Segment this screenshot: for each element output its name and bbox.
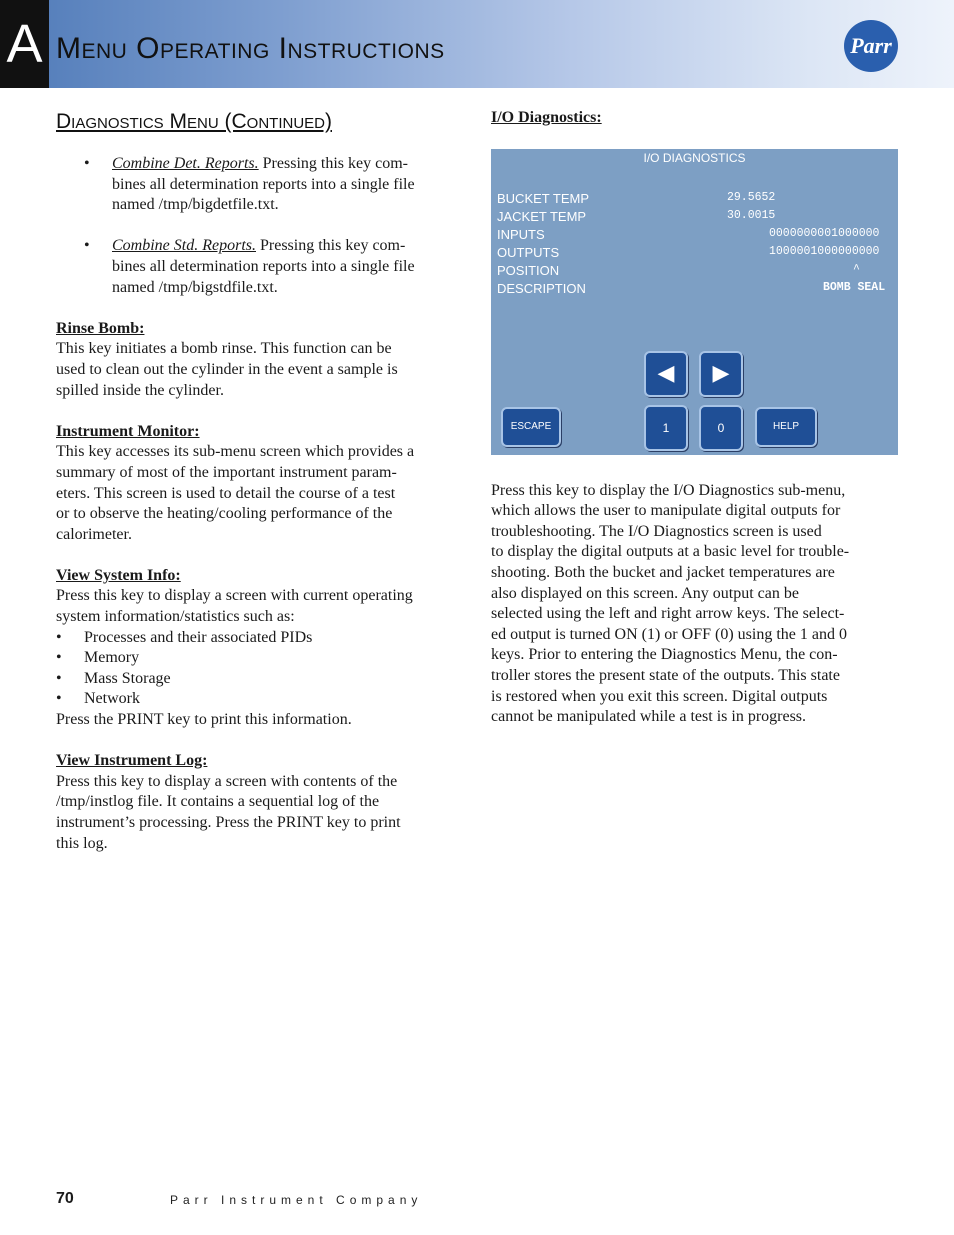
row-label: OUTPUTS bbox=[497, 244, 560, 260]
io-text: cannot be manipulated while a test is in progress. bbox=[491, 708, 807, 726]
screen-row-jacket-temp bbox=[497, 209, 892, 227]
sysinfo-print-text: Press the PRINT key to print this information. bbox=[56, 711, 352, 729]
section-title: Diagnostics Menu (Continued) bbox=[56, 110, 332, 133]
io-heading: I/O Diagnostics: bbox=[491, 109, 602, 126]
screen-title: I/O DIAGNOSTICS bbox=[643, 150, 746, 165]
right-arrow-button[interactable] bbox=[699, 351, 743, 397]
monitor-text: calorimeter. bbox=[56, 525, 132, 543]
log-text: instrument’s processing. Press the PRINT key to print bbox=[56, 814, 401, 831]
list-item: • Processes and their associated PIDs bbox=[56, 628, 460, 649]
io-text: which allows the user to manipulate digital outputs for bbox=[491, 502, 841, 520]
log-text: this log. bbox=[56, 834, 108, 852]
left-arrow-button[interactable] bbox=[644, 351, 688, 397]
log-text: /tmp/instlog file. It contains a sequential log of the bbox=[56, 793, 380, 811]
rinse-heading: Rinse Bomb: bbox=[56, 319, 145, 337]
io-text: troubleshooting. The I/O Diagnostics screen is used bbox=[491, 522, 822, 540]
log-heading: View Instrument Log: bbox=[56, 752, 208, 770]
io-text: selected using the left and right arrow keys. The select- bbox=[491, 605, 845, 623]
list-item: • Network bbox=[56, 689, 460, 710]
rinse-text: used to clean out the cylinder in the event a sample is bbox=[56, 360, 398, 378]
bullet-combine-std bbox=[56, 236, 460, 298]
sysinfo-heading: View System Info: bbox=[56, 566, 181, 584]
escape-button[interactable] bbox=[501, 407, 561, 447]
bullet-title: Combine Det. Reports. bbox=[112, 155, 259, 172]
row-value: 1000001000000000 bbox=[769, 244, 880, 258]
row-value: 0000000001000000 bbox=[769, 226, 880, 240]
row-value: BOMB SEAL bbox=[823, 280, 886, 294]
screen-row-outputs bbox=[497, 245, 892, 263]
list-item: • Mass Storage bbox=[56, 669, 460, 690]
monitor-heading: Instrument Monitor: bbox=[56, 422, 200, 440]
monitor-text: eters. This screen is used to detail the course of a test bbox=[56, 484, 396, 502]
zero-button-label: 0 bbox=[717, 420, 725, 435]
company-name: Parr Instrument Company bbox=[170, 1193, 423, 1207]
row-label: POSITION bbox=[497, 262, 560, 278]
left-arrow-icon: ◀ bbox=[657, 359, 675, 385]
bullet-text: Pressing this key com- bbox=[258, 155, 408, 172]
help-button[interactable] bbox=[755, 407, 817, 447]
page-header bbox=[0, 0, 954, 88]
zero-button[interactable] bbox=[699, 405, 743, 451]
screen-row-inputs bbox=[497, 227, 892, 245]
io-text: ed output is turned ON (1) or OFF (0) using the 1 and 0 bbox=[491, 625, 847, 643]
row-label: INPUTS bbox=[497, 226, 545, 242]
bullet-dot: • bbox=[56, 649, 62, 667]
bullet-text: bines all determination reports into a single file bbox=[112, 257, 415, 275]
bullet-dot: • bbox=[56, 690, 62, 708]
bullet-text: named /tmp/bigdetfile.txt. bbox=[112, 196, 279, 214]
bullet-combine-det bbox=[56, 154, 460, 216]
bullet-dot: • bbox=[84, 155, 90, 172]
monitor-text: summary of most of the important instrument param- bbox=[56, 463, 397, 481]
io-text: is restored when you exit this screen. Digital outputs bbox=[491, 687, 828, 705]
bullet-dot: • bbox=[84, 237, 90, 255]
io-text: Press this key to display the I/O Diagnostics sub-menu, bbox=[491, 481, 846, 499]
screen-row-position bbox=[497, 263, 892, 281]
row-label: JACKET TEMP bbox=[497, 208, 587, 224]
bullet-text: Pressing this key com- bbox=[256, 237, 406, 255]
log-text: Press this key to display a screen with contents of the bbox=[56, 772, 398, 790]
bullet-dot: • bbox=[56, 669, 62, 687]
row-value: 30.0015 bbox=[727, 208, 776, 222]
right-column bbox=[491, 108, 901, 728]
io-diagnostics-screen bbox=[491, 149, 898, 455]
monitor-text: This key accesses its sub-menu screen which provides a bbox=[56, 443, 415, 461]
io-text: also displayed on this screen. Any output can be bbox=[491, 584, 799, 602]
right-arrow-icon: ▶ bbox=[712, 359, 730, 385]
sysinfo-text: system information/statistics such as: bbox=[56, 608, 295, 626]
row-label: DESCRIPTION bbox=[497, 280, 586, 296]
sysinfo-text: Press this key to display a screen with current operating bbox=[56, 587, 413, 605]
left-column bbox=[56, 110, 460, 854]
bullet-text: bines all determination reports into a single file bbox=[112, 175, 415, 193]
page-title: Menu Operating Instructions bbox=[56, 32, 445, 65]
page-number: 70 bbox=[56, 1190, 74, 1207]
io-text: shooting. Both the bucket and jacket temperatures are bbox=[491, 563, 835, 581]
appendix-letter: A bbox=[0, 0, 49, 88]
help-button-label: HELP bbox=[772, 420, 800, 432]
escape-button-label: ESCAPE bbox=[510, 420, 552, 432]
bullet-dot: • bbox=[56, 628, 62, 646]
one-button-label: 1 bbox=[662, 420, 670, 435]
screen-row-bucket-temp bbox=[497, 191, 892, 209]
bullet-text: named /tmp/bigstdfile.txt. bbox=[112, 278, 278, 296]
one-button[interactable] bbox=[644, 405, 688, 451]
rinse-text: spilled inside the cylinder. bbox=[56, 381, 224, 399]
position-caret: ^ bbox=[853, 262, 860, 276]
io-text: troller stores the present state of the outputs. This state bbox=[491, 666, 840, 684]
rinse-text: This key initiates a bomb rinse. This function can be bbox=[56, 340, 392, 358]
row-value: 29.5652 bbox=[727, 190, 776, 204]
monitor-text: or to observe the heating/cooling performance of the bbox=[56, 505, 393, 523]
io-text: keys. Prior to entering the Diagnostics Menu, the con- bbox=[491, 646, 838, 664]
parr-logo: Parr bbox=[844, 20, 898, 72]
screen-row-description bbox=[497, 281, 892, 299]
bullet-title: Combine Std. Reports. bbox=[112, 237, 256, 255]
io-text: to display the digital outputs at a basic level for trouble- bbox=[491, 543, 850, 561]
list-item: • Memory bbox=[56, 648, 460, 669]
row-label: BUCKET TEMP bbox=[497, 190, 589, 206]
